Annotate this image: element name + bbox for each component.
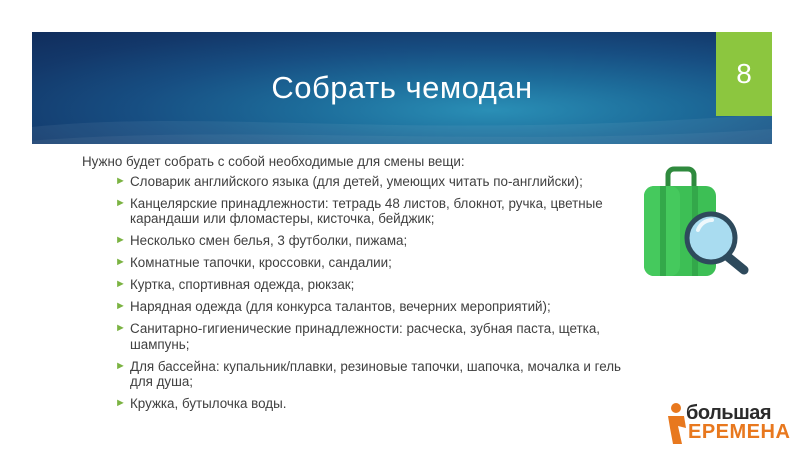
arrow-bullet-icon: ►: [115, 256, 126, 268]
list-item-text: Несколько смен белья, 3 футболки, пижама;: [130, 233, 408, 248]
bolshaya-peremena-logo: [664, 400, 794, 450]
page-title: Собрать чемодан: [271, 70, 533, 105]
list-item-text: Канцелярские принадлежности: тетрадь 48 листов, блокнот, ручка, цветные карандаши или фломастеры, кисточка, бейджик;: [130, 195, 603, 226]
list-item: [82, 174, 642, 190]
arrow-bullet-icon: ►: [115, 234, 126, 246]
arrow-bullet-icon: ►: [115, 359, 126, 372]
list-item-text: Комнатные тапочки, кроссовки, сандалии;: [130, 255, 392, 270]
list-item-text: Куртка, спортивная одежда, рюкзак;: [130, 277, 355, 292]
logo-line-1: большая: [686, 402, 772, 424]
list-item: [82, 277, 642, 293]
list-item-text: Кружка, бутылочка воды.: [130, 396, 287, 411]
slide-number-badge: 8: [716, 32, 772, 116]
item-list: [82, 174, 642, 412]
list-item: [82, 359, 642, 390]
arrow-bullet-icon: ►: [115, 174, 126, 187]
arrow-bullet-icon: ►: [115, 397, 126, 409]
arrow-bullet-icon: ►: [115, 278, 126, 290]
list-item: [82, 396, 642, 412]
arrow-bullet-icon: ►: [115, 300, 126, 312]
list-item: [82, 196, 642, 227]
list-item-text: Санитарно-гигиенические принадлежности: расческа, зубная паста, щетка, шампунь;: [130, 321, 600, 352]
title-banner: [32, 32, 772, 144]
list-intro: Нужно будет собрать с собой необходимые для смены вещи:: [82, 154, 465, 169]
arrow-bullet-icon: ►: [115, 196, 126, 209]
logo-line-2: ЕРЕМЕНА: [688, 421, 791, 443]
list-item: [82, 233, 642, 249]
packing-list: [82, 154, 642, 418]
list-item-text: Для бассейна: купальник/плавки, резиновые тапочки, шапочка, мочалка и гель для душа;: [130, 358, 621, 389]
arrow-bullet-icon: ►: [115, 322, 126, 334]
list-item-text: Нарядная одежда (для конкурса талантов, вечерних мероприятий);: [130, 299, 551, 314]
suitcase-magnifier-icon: [640, 166, 752, 278]
list-item: [82, 255, 642, 271]
list-item: [82, 321, 642, 352]
list-item: [82, 299, 642, 315]
list-item-text: Словарик английского языка (для детей, умеющих читать по-английски);: [130, 173, 583, 189]
